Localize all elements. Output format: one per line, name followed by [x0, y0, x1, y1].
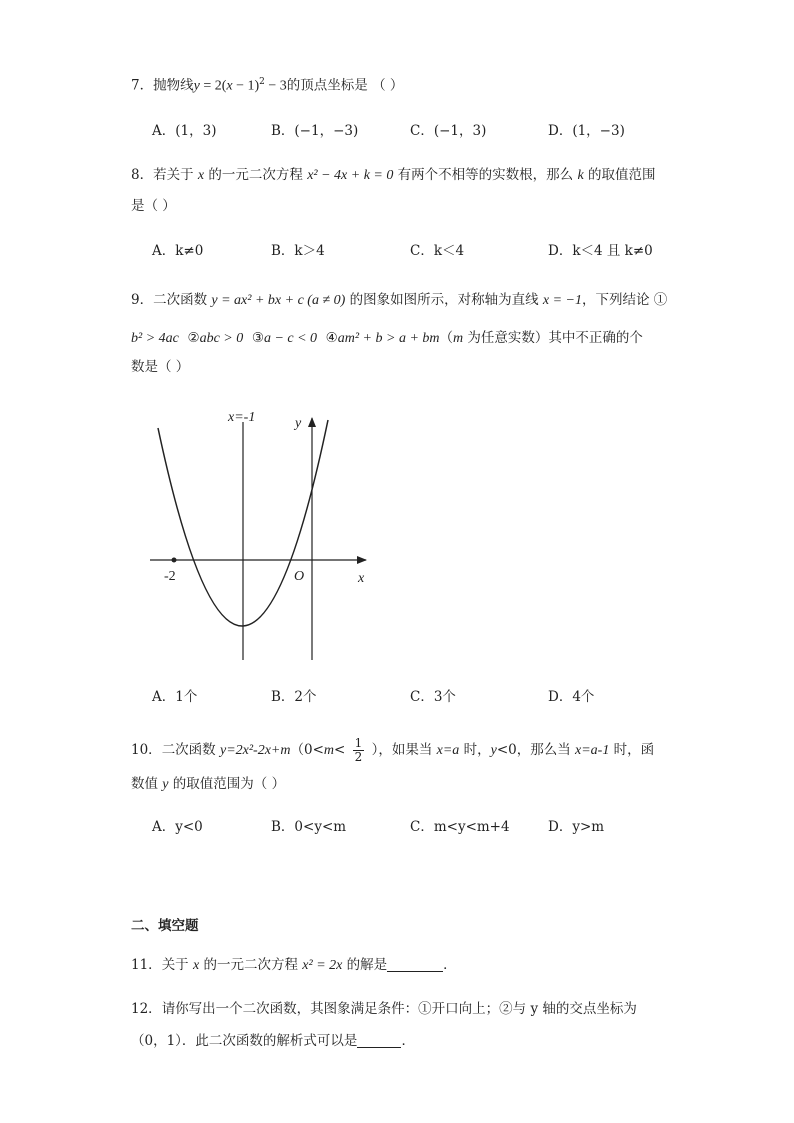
q9-mark-2: ② — [187, 330, 200, 346]
question-8-line-1 — [131, 165, 656, 186]
q9-number: 9． — [131, 292, 154, 308]
q9-cond-3: a − c < 0 — [263, 331, 318, 346]
q12-answer-blank[interactable] — [357, 1033, 401, 1048]
question-10-line-2 — [131, 774, 285, 795]
q10-number: 10． — [131, 742, 162, 758]
symmetry-label: x=-1 — [228, 410, 256, 425]
origin-label: O — [294, 569, 305, 584]
q9-option-a: A．1个 — [152, 689, 198, 705]
q8-option-b: B．k＞4 — [271, 243, 325, 259]
q9-option-b: B．2个 — [271, 689, 317, 705]
q7-lead: 抛物线 — [153, 77, 194, 94]
question-8-line-2: 是（ ） — [131, 198, 176, 214]
q10-cond-a1: x=a-1 — [575, 743, 610, 758]
q9-cond-1: b² > 4ac — [131, 331, 179, 346]
q8-text-a: 若关于 — [153, 167, 198, 183]
q10-text-d: ），如果当 — [367, 742, 437, 758]
q9-mark-3: ③ — [251, 330, 264, 346]
q8-equation: x² − 4x + k = 0 — [307, 168, 394, 183]
y-axis-label: y — [295, 416, 302, 431]
q11-text-3: 的解是 — [342, 957, 388, 973]
q10-option-c: C．m<y<m+4 — [410, 819, 510, 835]
question-12-line-2 — [131, 1031, 415, 1051]
q7-option-a: A．(1，3) — [152, 123, 217, 139]
q9-mark-1: ① — [653, 292, 668, 308]
q9-cond-2: abc > 0 — [199, 331, 244, 346]
q8-var-x: x — [197, 168, 205, 183]
q9-text-2c: 为任意实数）其中不正确的个 — [463, 330, 643, 346]
q9-text-a: 二次函数 — [153, 292, 212, 308]
q8-option-a: A．k≠0 — [152, 243, 204, 259]
q10-equation: y=2x²-2x+m — [219, 743, 291, 758]
q10-text-a: 二次函数 — [161, 742, 220, 758]
q8-text-b: 的一元二次方程 — [204, 167, 308, 183]
q12-line-1: 请你写出一个二次函数，其图象满足条件：①开口向上；②与 y 轴的交点坐标为 — [161, 1001, 637, 1017]
q8-text-d: 的取值范围 — [583, 167, 656, 183]
q7-eq-y: y — [193, 78, 200, 94]
q10-fraction-num: 1 — [354, 736, 363, 750]
q7-eq-mid: − 1) — [232, 78, 260, 94]
q11-text-2: 的一元二次方程 — [199, 957, 303, 973]
q10-text-c: < — [334, 742, 350, 758]
q7-eq-end: − 3 — [264, 78, 287, 94]
question-9-line-3: 数是（ ） — [131, 359, 190, 375]
q7-eq-eq: = 2( — [199, 78, 227, 94]
q12-line-2: （0，1）．此二次函数的解析式可以是 — [131, 1033, 358, 1049]
q11-var-x: x — [192, 958, 200, 973]
q7-option-d: D．(1，−3) — [548, 123, 625, 139]
q8-option-c: C．k＜4 — [410, 243, 465, 259]
q10-fraction — [353, 737, 365, 764]
q9-option-d: D．4个 — [548, 689, 595, 705]
q11-number: 11． — [131, 957, 162, 973]
q9-text-b: 的图象如图所示，对称轴为直线 — [345, 292, 543, 308]
q8-text-c: 有两个不相等的实数根，那么 — [393, 167, 578, 183]
question-9-line-1 — [131, 290, 667, 311]
q7-tail: 的顶点坐标是 （ ） — [286, 77, 404, 94]
q11-text-1: 关于 — [161, 957, 193, 973]
q10-text-b: （0< — [290, 742, 324, 758]
q11-equation: x² = 2x — [302, 958, 343, 973]
q10-text-f: <0，那么当 — [496, 742, 576, 758]
q7-eq-exp: 2 — [259, 77, 265, 87]
q10-var-y: y — [162, 777, 169, 792]
q7-option-c: C．(−1，3) — [410, 123, 487, 139]
q10-option-d: D．y>m — [548, 819, 605, 835]
q9-text-c: ，下列结论 — [582, 292, 654, 308]
q9-equation: y = ax² + bx + c (a ≠ 0) — [211, 293, 346, 308]
q9-var-m: m — [453, 331, 464, 346]
q8-option-d: D．k＜4 且 k≠0 — [548, 243, 653, 259]
q7-number: 7． — [131, 77, 154, 94]
q10-cond-a: x=a — [436, 743, 460, 758]
question-11 — [131, 955, 457, 976]
q10-text-2b: 的取值范围为（ ） — [168, 776, 286, 792]
q10-text-2a: 数值 — [131, 776, 163, 792]
q9-axis-eq: x = −1 — [542, 293, 582, 308]
q10-text-g: 时，函 — [609, 742, 655, 758]
q10-option-b: B．0<y<m — [271, 819, 347, 835]
section-2-title: 二、填空题 — [131, 918, 199, 934]
x-axis-label: x — [358, 571, 365, 586]
q10-var-m: m — [323, 743, 335, 758]
question-7 — [131, 72, 403, 97]
parabola-graph — [140, 400, 380, 670]
q10-text-e: 时， — [459, 742, 491, 758]
q12-number: 12． — [131, 1001, 162, 1017]
q9-text-2b: （ — [439, 330, 454, 346]
q9-mark-4: ④ — [325, 330, 338, 346]
q7-eq-x: x — [226, 78, 233, 94]
q11-answer-blank[interactable] — [387, 957, 443, 972]
q10-cond-y: y — [490, 743, 497, 758]
question-12-line-1 — [131, 999, 637, 1019]
q11-tail: ． — [443, 957, 457, 973]
point-minus-2-label: -2 — [164, 569, 176, 584]
question-9-line-2 — [131, 328, 643, 349]
q10-option-a: A．y<0 — [152, 819, 203, 835]
q9-option-c: C．3个 — [410, 689, 456, 705]
point-minus-2 — [172, 558, 177, 563]
q8-var-k: k — [577, 168, 584, 183]
q8-number: 8． — [131, 167, 154, 183]
q12-tail: ． — [401, 1033, 415, 1049]
q9-cond-4: am² + b > a + bm — [337, 331, 440, 346]
q7-option-b: B．(−1，−3) — [271, 123, 359, 139]
question-10-line-1 — [131, 737, 654, 764]
q10-fraction-den: 2 — [354, 750, 363, 764]
